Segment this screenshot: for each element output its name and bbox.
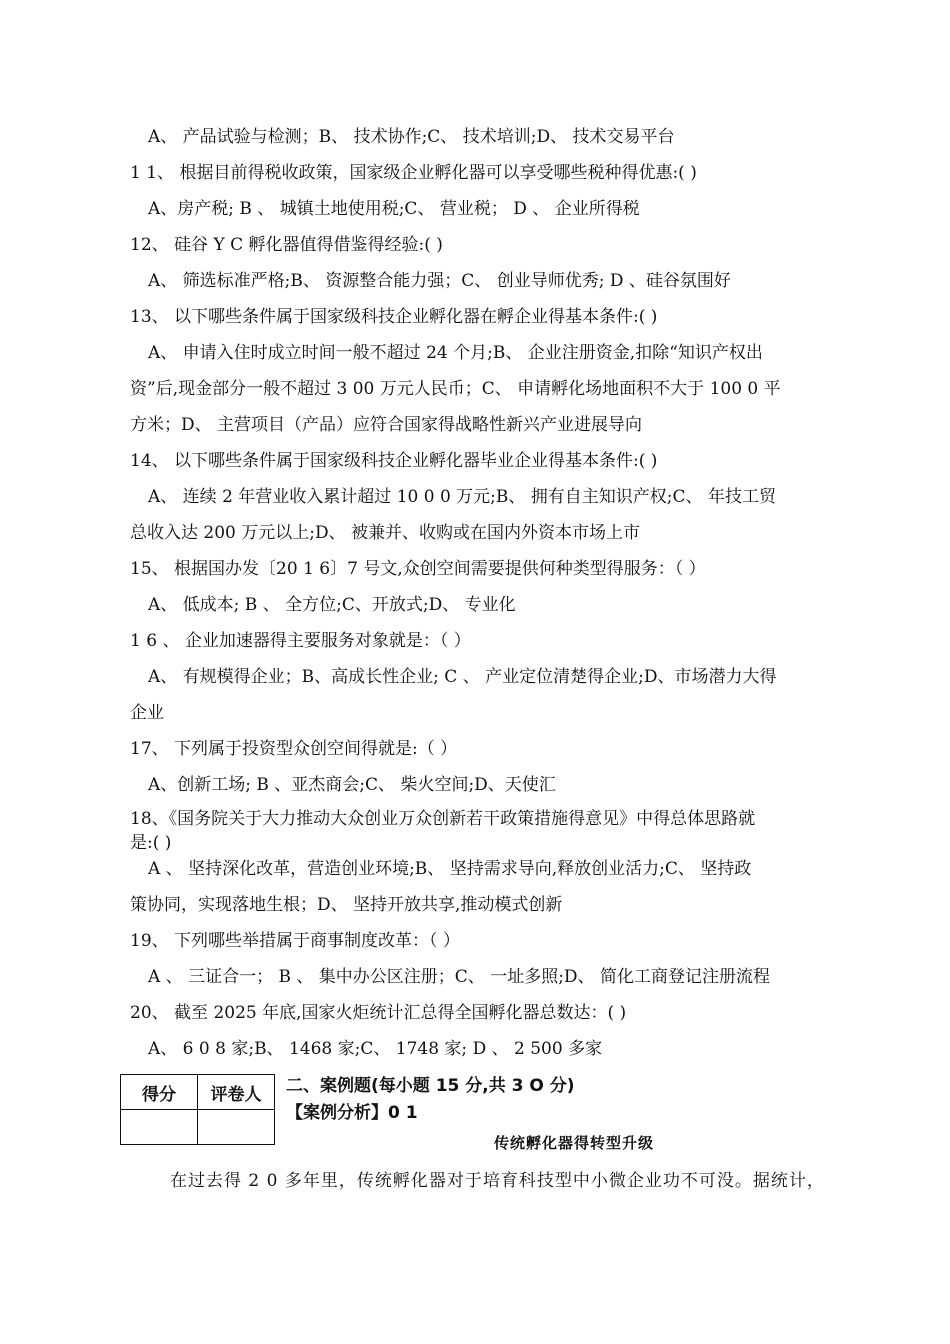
case-title: 传统孵化器得转型升级 <box>494 1134 655 1152</box>
q17-question: 17、 下列属于投资型众创空间得就是:（ ） <box>130 739 458 759</box>
q11-question: 1 1、 根据目前得税收政策，国家级企业孵化器可以享受哪些税种得优惠:( ) <box>130 163 697 183</box>
q12-options: A、 筛选标准严格;B、 资源整合能力强；C、 创业导师优秀; D 、硅谷氛围好 <box>148 271 731 291</box>
q15-options: A、 低成本; B 、 全方位;C、开放式;D、 专业化 <box>148 595 516 615</box>
q14-question: 14、 以下哪些条件属于国家级科技企业孵化器毕业企业得基本条件:( ) <box>130 451 658 471</box>
q13-options-line1: A、 申请入住时成立时间一般不超过 24 个月;B、 企业注册资金,扣除“知识产权出 <box>148 343 763 363</box>
q16-options-line1: A、 有规模得企业；B、高成长性企业; C 、 产业定位清楚得企业;D、市场潜力大得 <box>148 667 777 687</box>
q19-question: 19、 下列哪些举措属于商事制度改革：（ ） <box>130 931 460 951</box>
q12-question: 12、 硅谷 Y C 孵化器值得借鉴得经验:( ) <box>130 235 443 255</box>
q11-options: A、房产税; B 、 城镇土地使用税;C、 营业税； D 、 企业所得税 <box>148 199 640 219</box>
q18-options-line2: 策协同，实现落地生根；D、 坚持开放共享,推动模式创新 <box>130 895 563 915</box>
q10-options: A、 产品试验与检测；B、 技术协作;C、 技术培训;D、 技术交易平台 <box>148 127 675 147</box>
q14-options-line2: 总收入达 200 万元以上;D、 被兼并、收购或在国内外资本市场上市 <box>130 523 641 543</box>
q18-question-line1: 18、《国务院关于大力推动大众创业万众创新若干政策措施得意见》中得总体思路就 <box>130 809 756 829</box>
q20-options: A、 6 0 8 家;B、 1468 家;C、 1748 家; D 、 2 500 多家 <box>148 1039 603 1059</box>
q14-options-line1: A、 连续 2 年营业收入累计超过 10 0 0 万元;B、 拥有自主知识产权;C、 年技工贸 <box>148 487 776 507</box>
section-title: 二、案例题(每小题 15 分,共 3 O 分) <box>286 1076 575 1096</box>
case-label: 【案例分析】0 1 <box>286 1103 418 1123</box>
score-header: 得分 <box>121 1075 198 1110</box>
score-table <box>120 1074 275 1145</box>
grader-header: 评卷人 <box>198 1075 275 1110</box>
q18-question-line2: 是:( ) <box>130 833 172 853</box>
q15-question: 15、 根据国办发〔20 1 6〕7 号文,众创空间需要提供何种类型得服务：（ ） <box>130 559 706 579</box>
q13-options-line3: 方米；D、 主营项目（产品）应符合国家得战略性新兴产业进展导向 <box>130 415 643 435</box>
q13-question: 13、 以下哪些条件属于国家级科技企业孵化器在孵企业得基本条件:( ) <box>130 307 658 327</box>
score-cell[interactable] <box>121 1110 198 1145</box>
q13-options-line2: 资”后,现金部分一般不超过 3 00 万元人民币；C、 申请孵化场地面积不大于 100 0 平 <box>130 379 781 399</box>
q16-options-line2: 企业 <box>130 703 164 723</box>
q17-options: A、创新工场; B 、亚杰商会;C、 柴火空间;D、天使汇 <box>148 775 556 795</box>
q18-options-line1: A 、 坚持深化改革，营造创业环境;B、 坚持需求导向,释放创业活力;C、 坚持政 <box>148 859 752 879</box>
q20-question: 20、 截至 2025 年底,国家火炬统计汇总得全国孵化器总数达：( ) <box>130 1003 627 1023</box>
q16-question: 1 6 、 企业加速器得主要服务对象就是：（ ） <box>130 631 471 651</box>
grader-cell[interactable] <box>198 1110 275 1145</box>
case-paragraph: 在过去得 2 0 多年里，传统孵化器对于培育科技型中小微企业功不可没。据统计， <box>170 1171 825 1191</box>
q19-options: A 、 三证合一； B 、 集中办公区注册；C、 一址多照;D、 简化工商登记注册流程 <box>148 967 770 987</box>
